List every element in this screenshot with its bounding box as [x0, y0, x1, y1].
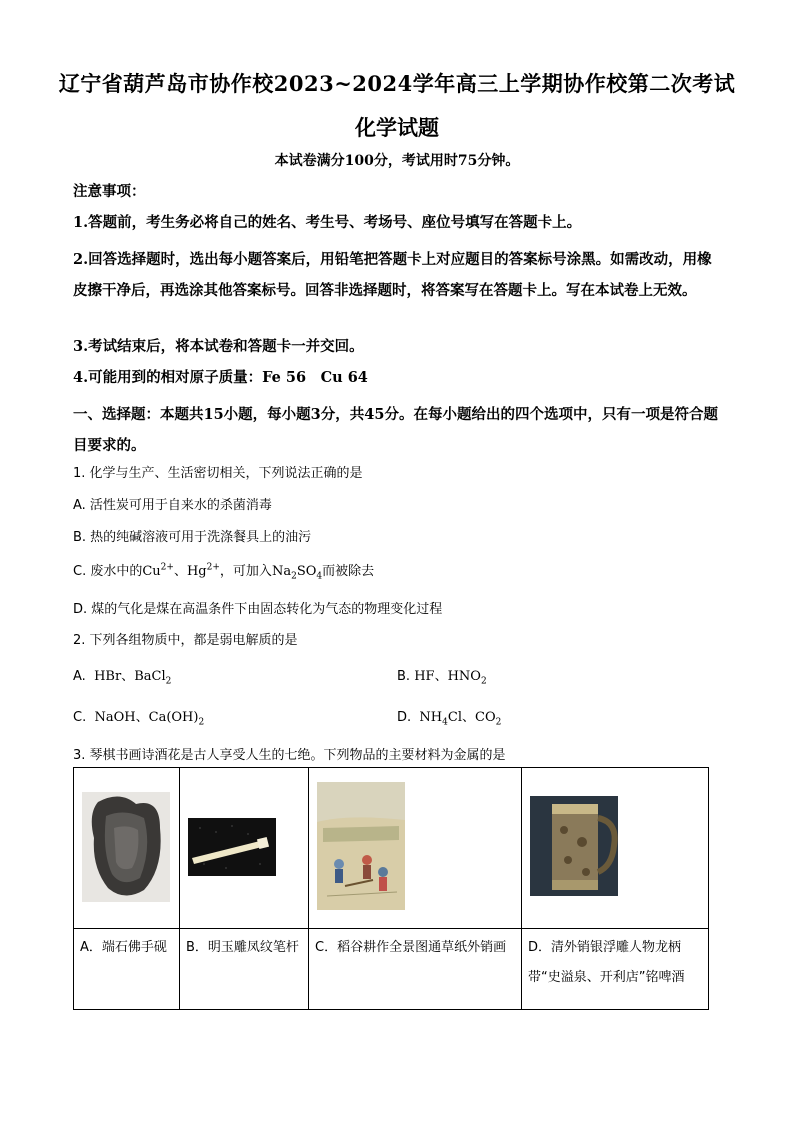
- jade-brush-image: [180, 768, 308, 924]
- co2-formula: $CO_2$: [475, 710, 502, 728]
- q3-option-d: D．清外销银浮雕人物龙柄带“史溢泉、开利店”铭啤酒: [522, 929, 709, 1010]
- na2so4-formula: $Na_2SO_4$: [271, 564, 323, 582]
- note-1: 1.答题前，考生务必将自己的姓名、考生号、考场号、座位号填写在答题卡上。: [73, 214, 582, 231]
- q1-c-post: 而被除去: [322, 564, 375, 579]
- q2-option-b: B. HF、$HNO_2$: [397, 669, 487, 687]
- cu-ion-formula: $Cu^{2+}$: [142, 562, 174, 579]
- silver-mug-image: [522, 768, 708, 924]
- q1-option-d: D. 煤的气化是煤在高温条件下由固态转化为气态的物理变化过程: [73, 602, 443, 617]
- naoh-formula: NaOH: [94, 710, 136, 725]
- notes-heading: 注意事项：: [73, 183, 146, 200]
- q1-option-b: B. 热的纯碱溶液可用于洗涤餐具上的油污: [73, 530, 312, 545]
- q3-image-cell-c: [309, 768, 522, 929]
- q3-option-c: C．稻谷耕作全景图通草纸外销画: [309, 929, 522, 1010]
- q3-image-cell-a: [74, 768, 180, 929]
- bacl2-formula: BaCl$_2$: [134, 669, 172, 687]
- q3-image-cell-d: [522, 768, 709, 929]
- note-2: 2.回答选择题时，选出每小题答案后，用铅笔把答题卡上对应题目的答案标号涂黑。如需改动，用橡皮擦干净后，再选涂其他答案标号。回答非选择题时，将答案写在答题卡上。写在本试卷上无效。: [73, 251, 712, 299]
- q2-option-a: A. HBr、BaCl$_2$: [73, 669, 172, 687]
- hg-ion-formula: $Hg^{2+}$: [186, 562, 220, 579]
- q2-c-label: C.: [73, 710, 87, 725]
- q3-option-b: B．明玉雕凤纹笔杆: [180, 929, 309, 1010]
- q2-option-d: D. $NH_4Cl$、$CO_2$: [397, 710, 502, 728]
- q3-stem: 3. 琴棋书画诗酒花是古人享受人生的七绝。下列物品的主要材料为金属的是: [73, 748, 506, 763]
- q1-c-pre: C. 废水中的: [73, 564, 143, 579]
- note-4: 4.可能用到的相对原子质量：Fe 56 Cu 64: [73, 369, 368, 386]
- exam-subtitle: 本试卷满分100分，考试用时75分钟。: [274, 153, 520, 169]
- q2-d-label: D.: [397, 710, 412, 725]
- q3-option-a: A．端石佛手砚: [74, 929, 180, 1010]
- hf-formula: HF: [414, 669, 435, 684]
- q2-a-label: A.: [73, 669, 86, 684]
- exam-title: 辽宁省葫芦岛市协作校2023~2024学年高三上学期协作校第二次考试: [58, 71, 736, 96]
- q1-option-c: C. 废水中的$Cu^{2+}$、$Hg^{2+}$，可加入$Na_2SO_4$而被除去: [73, 562, 375, 582]
- painting-image: [309, 768, 521, 924]
- q1-c-mid: ，可加入: [219, 564, 272, 579]
- note-3: 3.考试结束后，将本试卷和答题卡一并交回。: [73, 338, 364, 355]
- subject-title: 化学试题: [355, 115, 439, 140]
- nh4cl-formula: $NH_4Cl$: [419, 710, 462, 728]
- q2-b-label: B.: [397, 669, 411, 684]
- q1-stem: 1. 化学与生产、生活密切相关，下列说法正确的是: [73, 466, 363, 481]
- q1-option-a: A. 活性炭可用于自来水的杀菌消毒: [73, 498, 272, 513]
- inkstone-image: [74, 768, 179, 924]
- section-heading: 一、选择题：本题共15小题，每小题3分，共45分。在每小题给出的四个选项中，只有一项是符合题目要求的。: [73, 406, 718, 454]
- q3-options-table: [73, 767, 709, 1010]
- hno2-formula: $HNO_2$: [447, 669, 487, 687]
- q2-a-formula: HBr: [94, 669, 122, 684]
- caoh2-formula: $Ca(OH)_2$: [148, 710, 205, 728]
- q3-image-cell-b: [180, 768, 309, 929]
- q2-option-c: C. NaOH、$Ca(OH)_2$: [73, 710, 205, 728]
- q2-stem: 2. 下列各组物质中，都是弱电解质的是: [73, 633, 298, 648]
